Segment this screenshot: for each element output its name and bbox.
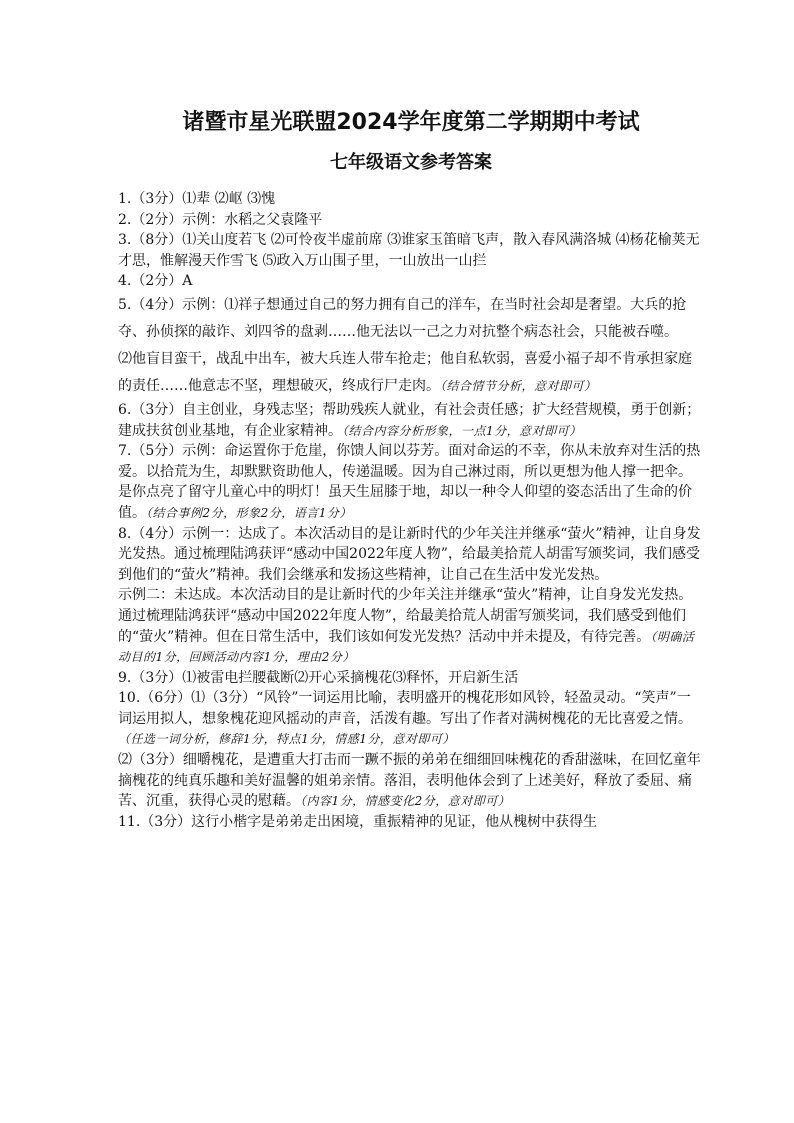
answer-item-1: [118, 189, 704, 210]
scoring-note: （任选一词分析，修辞1分，特点1分，情感1分，意对即可）: [118, 732, 455, 747]
answer-item-6: [118, 400, 704, 441]
document-title: 诸暨市星光联盟2024学年度第二学期期中考试: [182, 110, 640, 135]
answer-item-11: [118, 812, 704, 833]
answer-text: 4.（2分）A: [118, 273, 193, 290]
scoring-note: （内容1分，情感变化2分，意对即可）: [300, 794, 511, 809]
answer-item-5: [118, 292, 704, 346]
scoring-note: （明确活动目的1分，回顾活动内容1分，理由2分）: [118, 629, 695, 665]
scoring-note: （结合情节分析，意对即可）: [440, 378, 597, 393]
answer-text: 3.（8分）⑴关山度若飞 ⑵可怜夜半虚前席 ⑶谁家玉笛暗飞声，散入春风满洛城 ⑷杨花榆荚无才思，惟解漫天作雪飞 ⑸政入万山围子里，一山放出一山拦: [118, 232, 700, 269]
answer-item-8-example-2: [118, 585, 704, 667]
answer-text: 9.（3分）⑴被雷电拦腰截断⑵开心采摘槐花⑶释怀，开启新生活: [118, 669, 519, 686]
answer-text: ⑵（3分）细嚼槐花，是遭重大打击而一蹶不振的弟弟在细细回味槐花的香甜滋味，在回忆童年摘槐花的纯真乐趣和美好温馨的姐弟亲情。落泪，表明他体会到了上述美好，释放了委屈、痛苦、沉重，获得心灵的慰藉。: [118, 752, 701, 810]
answer-text: 2.（2分）示例：水稻之父袁隆平: [118, 211, 323, 228]
answer-item-3: [118, 230, 704, 271]
scoring-note: （结合内容分析形象，一点1分，意对即可）: [342, 423, 582, 438]
answer-item-10-part-2: [118, 750, 704, 812]
answer-text: ⑵他盲目蛮干，战乱中出车，被大兵连人带车抢走；他自私软弱，喜爱小福子却不肯承担家庭的责任……他意志不坚，理想破灭，终成行尸走肉。: [118, 350, 692, 394]
answer-text: 5.（4分）示例：⑴祥子想通过自己的努力拥有自己的洋车，在当时社会却是奢望。大兵的抢夺、孙侦探的敲诈、刘四爷的盘剥……他无法以一己之力对抗整个病态社会，只能被吞噬。: [118, 296, 687, 340]
answer-item-5-part-2: [118, 346, 704, 400]
answer-text: 示例二：未达成。本次活动目的是让新时代的少年关注并继承“萤火”精神，让自身发光发热。通过梳理陆鸿获评“感动中国2022年度人物”，给最美拾荒人胡雷写颁奖词，我们感受到他们的“萤火”精神。但在日常生活中，我们该如何发光发热？活动中并未提及，有待完善。: [118, 587, 693, 645]
answer-item-10: [118, 688, 704, 750]
answer-item-9: [118, 668, 704, 689]
answer-text: 11.（3分）这行小楷字是弟弟走出困境，重振精神的见证，他从槐树中获得生: [118, 813, 598, 830]
answer-text: 1.（3分）⑴辈 ⑵岖 ⑶愧: [118, 191, 276, 207]
answer-text: 6.（3分）自主创业，身残志坚；帮助残疾人就业，有社会责任感；扩大经营规模，勇于创新；建成扶贫创业基地，有企业家精神。: [118, 401, 701, 439]
answer-text: 7.（5分）示例：命运置你于危崖，你馈人间以芬芳。面对命运的不幸，你从未放弃对生活的热爱。以拾荒为生，却默默资助他人，传递温暖。因为自己淋过雨，所以更想为他人撑一把伞。是你点亮了留守儿童心中的明灯！虽天生屈膝于地，却以一种令人仰望的姿态活出了生命的价值。: [118, 443, 701, 521]
answer-list: [118, 189, 704, 832]
scoring-note: （结合事例2分，形象2分，语言1分）: [146, 505, 352, 520]
answer-item-4: [118, 271, 704, 292]
answer-text: 10.（6分）⑴（3分）“风铃”一词运用比喻，表明盛开的槐花形如风铃，轻盈灵动。“笑声”一词运用拟人，想象槐花迎风摇动的声音，活泼有趣。写出了作者对满树槐花的无比喜爱之情。: [118, 690, 692, 727]
answer-item-8: [118, 524, 704, 586]
answer-item-7: [118, 441, 704, 523]
document-subtitle: 七年级语文参考答案: [330, 152, 492, 173]
answer-text: 8.（4分）示例一：达成了。本次活动目的是让新时代的少年关注并继承“萤火”精神，让自身发光发热。通过梳理陆鸿获评“感动中国2022年度人物”，给最美拾荒人胡雷写颁奖词，我们感受到他们的“萤火”精神。我们会继承和发扬这些精神，让自己在生活中发光发热。: [118, 525, 701, 583]
answer-item-2: [118, 210, 704, 231]
